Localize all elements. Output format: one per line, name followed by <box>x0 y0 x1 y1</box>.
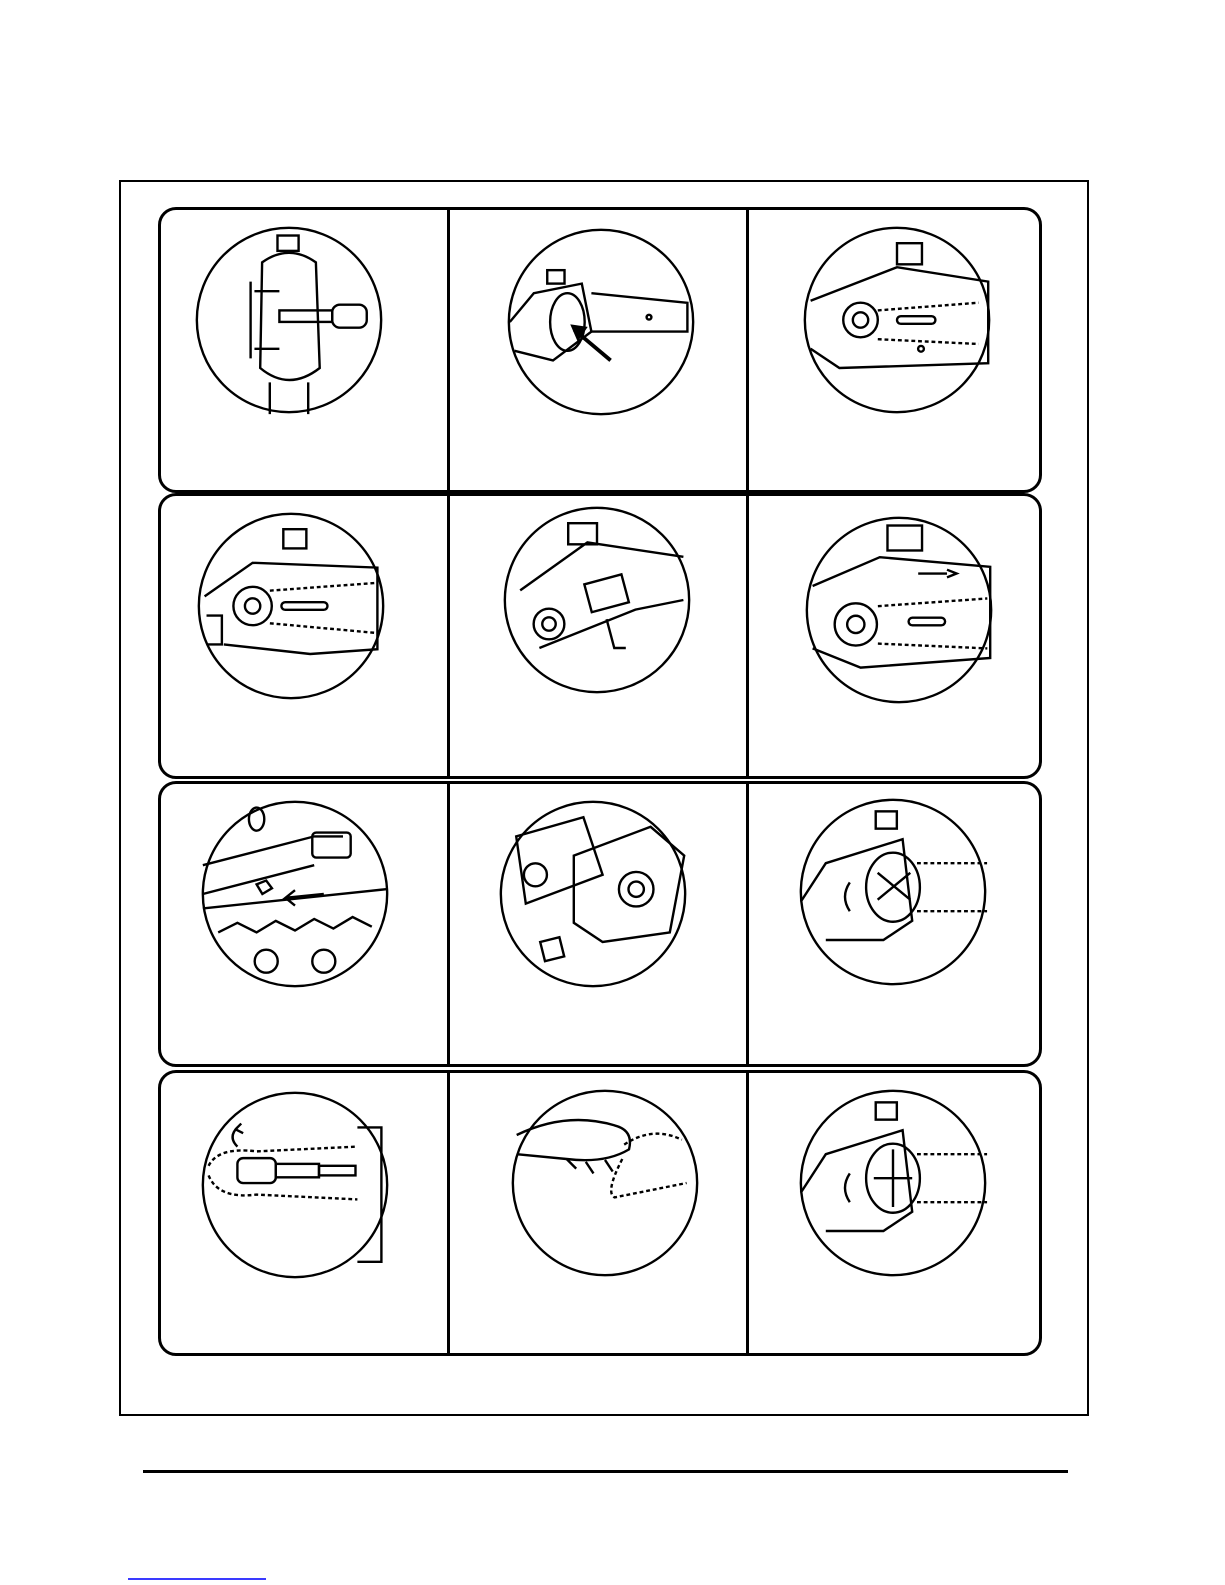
gloved-hand-chain-check-icon <box>509 1087 701 1279</box>
knob-tightened-icon <box>797 1087 989 1279</box>
step-row-1 <box>158 207 1042 493</box>
step-row-3 <box>158 781 1042 1067</box>
knob-release-arrow-icon <box>505 226 697 418</box>
tension-adjust-screwdriver-icon <box>199 1089 391 1281</box>
tensioner-gear-icon <box>501 504 693 696</box>
knob-cover-closed-icon <box>797 796 989 988</box>
step-row-4 <box>158 1070 1042 1356</box>
chain-on-sprocket-icon <box>195 510 387 702</box>
sprocket-cover-removal-icon <box>497 798 689 990</box>
chain-fitted-bar-icon <box>803 514 995 706</box>
bottom-link-underline[interactable] <box>128 1578 266 1580</box>
column-divider <box>746 781 749 1067</box>
column-divider <box>447 493 450 779</box>
bolt-and-arrow-icon <box>199 798 391 990</box>
footer-rule <box>143 1470 1068 1473</box>
column-divider <box>746 493 749 779</box>
chain-sprocket-exposed-icon <box>801 224 993 416</box>
column-divider <box>447 781 450 1067</box>
column-divider <box>746 1070 749 1356</box>
column-divider <box>447 1070 450 1356</box>
column-divider <box>746 207 749 493</box>
column-divider <box>447 207 450 493</box>
screwdriver-on-chainsaw-body-icon <box>193 224 385 416</box>
step-row-2 <box>158 493 1042 779</box>
